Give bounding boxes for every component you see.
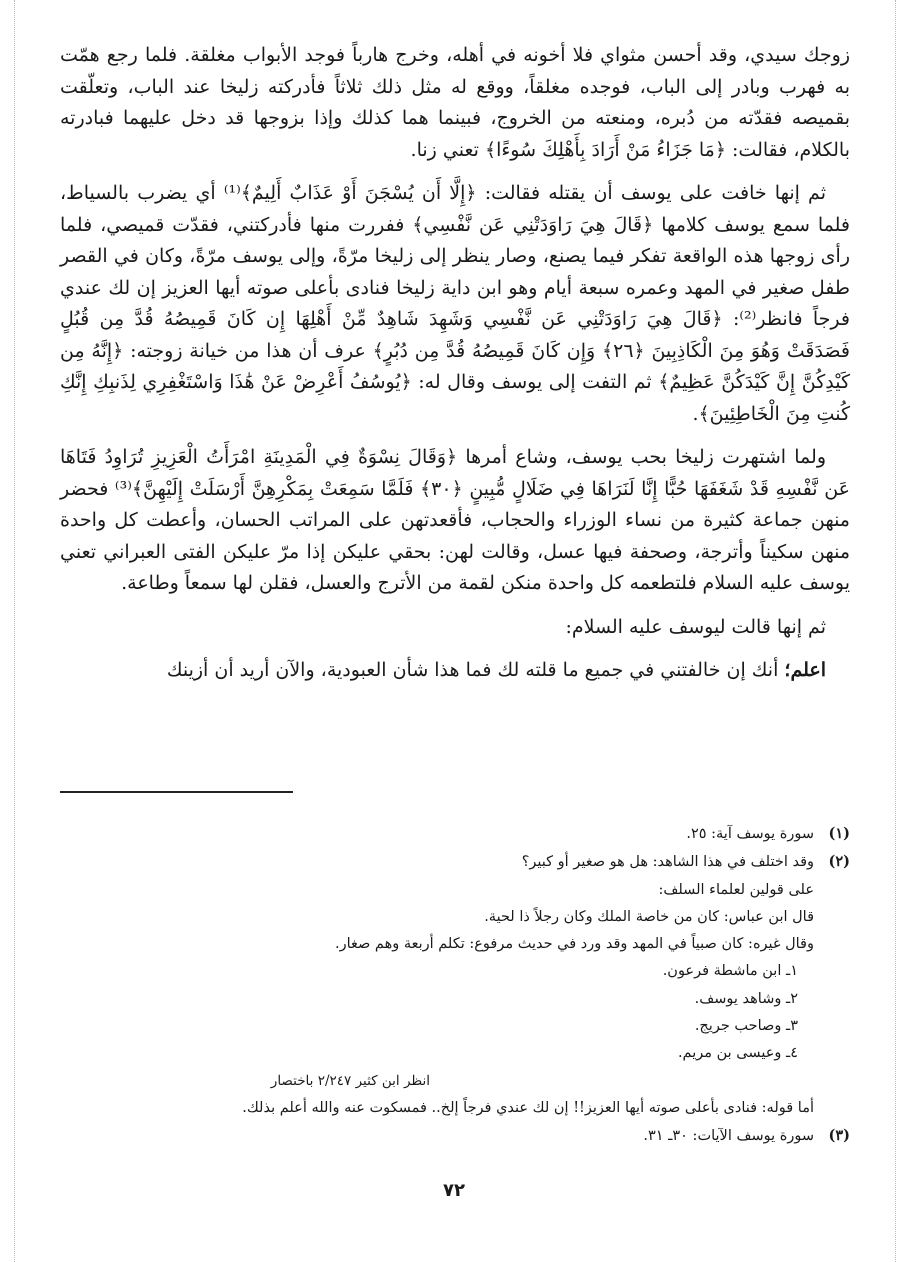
body-paragraph-1: زوجك سيدي، وقد أحسن مثواي فلا أخونه في أهله، وخرج هارباً فوجد الأبواب مغلقة. فلما رجع همّت به فهرب وبادر إلى الباب، فوجده مغلقاً، ووقع له مثل ذلك ثلاثاً فأدركته زليخا عند الباب، وتعلّقت بقميصه فقدّته من دُبره، ومنعته من الخروج، فبينما هما كذلك وإذا بزوجها قد دخل عليهما فبادرته بالكلام، فقالت: ﴿مَا جَزَاءُ مَنْ أَرَادَ بِأَهْلِكَ سُوءًا﴾ تعني زنا. — [60, 44, 850, 161]
footnote-1 — [60, 820, 850, 848]
body-paragraph-3: ولما اشتهرت زليخا بحب يوسف، وشاع أمرها ﴿وَقَالَ نِسْوَةٌ فِي الْمَدِينَةِ امْرَأَتُ الْعَزِيزِ تُرَاوِدُ فَتَاهَا عَن نَّفْسِهِ قَدْ شَغَفَهَا حُبًّا إِنَّا لَنَرَاهَا فِي ضَلَالٍ مُّبِينٍ ﴿٣٠﴾ فَلَمَّا سَمِعَتْ بِمَكْرِهِنَّ أَرْسَلَتْ إِلَيْهِنَّ﴾⁽³⁾ فحضر منهن جماعة كثيرة من نساء الوزراء والحجاب، فأقعدتهن على المراتب الحسان، وأعطت كل واحدة منهن سكيناً وأترجة، وصحفة فيها عسل، وقالت لهن: بحقي عليكن إذا مرّ عليكن الفتى العبراني تعني يوسف عليه السلام فلتطعمه كل واحدة منكن لقمة من الأترج والعسل، فقلن لها سمعاً وطاعة. — [60, 446, 851, 594]
footnote-line: قال ابن عباس: كان من خاصة الملك وكان رجلاً ذا لحية. — [484, 908, 814, 925]
footnote-note: أما قوله: فنادى بأعلى صوته أيها العزيز!! إن لك عندي فرجاً إلخ.. فمسكوت عنه والله أعلم بذلك. — [242, 1099, 814, 1116]
footnote-line: على قولين لعلماء السلف: — [658, 881, 814, 898]
page-number: ٧٢ — [443, 1180, 465, 1201]
footnote-separator — [60, 791, 293, 793]
left-edge-dots — [14, 0, 15, 1262]
footnote-number: (٣) — [828, 1127, 850, 1145]
bold-lead-word: اعلم؛ — [784, 659, 826, 681]
footnote-number: (١) — [828, 825, 850, 842]
footnote-text: سورة يوسف آية: ٢٥. — [686, 826, 814, 842]
footnote-3 — [60, 1122, 850, 1150]
footnote-list-item: ٣ـ وصاحب جريج. — [694, 1018, 798, 1035]
body-paragraph-2: ثم إنها خافت على يوسف أن يقتله فقالت: ﴿إِلَّا أَن يُسْجَنَ أَوْ عَذَابٌ أَلِيمٌ﴾⁽¹⁾ أي يضرب بالسياط، فلما سمع يوسف كلامها ﴿قَالَ هِيَ رَاوَدَتْنِي عَن نَّفْسِي﴾ ففررت منها فأدركتني، فقدّت قميصي، فلما رأى زوجها هذه الواقعة تفكر فيما يصنع، وصار ينظر إلى زليخا مرّةً، وإلى يوسف مرّةً، وكان في القصر طفل صغير في المهد وعمره سبعة أيام وهو ابن داية زليخا فنادى بأعلى صوته أيها العزيز إن لك عندي فرجاً فانظر⁽²⁾: ﴿قَالَ هِيَ رَاوَدَتْنِي عَن نَّفْسِي وَشَهِدَ شَاهِدٌ مِّنْ أَهْلِهَا إِن كَانَ قَمِيصُهُ قُدَّ مِن قُبُلٍ فَصَدَقَتْ وَهُوَ مِنَ الْكَاذِبِينَ ﴿٢٦﴾ وَإِن كَانَ قَمِيصُهُ قُدَّ مِن دُبُرٍ﴾ عرف أن هذا من خيانة زوجته: ﴿إِنَّهُ مِن كَيْدِكُنَّ إِنَّ كَيْدَكُنَّ عَظِيمٌ﴾ ثم التفت إلى يوسف وقال له: ﴿يُوسُفُ أَعْرِضْ عَنْ هَٰذَا وَاسْتَغْفِرِي لِذَنبِكِ إِنَّكِ كُنتِ مِنَ الْخَاطِئِينَ﴾. — [60, 182, 850, 425]
body-paragraph-5 — [60, 655, 850, 687]
footnote-list-item: ١ـ ابن ماشطة فرعون. — [662, 963, 798, 980]
footnote-number: (٢) — [828, 853, 850, 871]
footnote-list-item: ٢ـ وشاهد يوسف. — [694, 990, 798, 1007]
body-paragraph-4: ثم إنها قالت ليوسف عليه السلام: — [565, 615, 826, 638]
footnote-text: سورة يوسف الآيات: ٣٠ـ ٣١. — [643, 1128, 814, 1145]
footnotes — [60, 820, 850, 1151]
footnote-line: وقال غيره: كان صبياً في المهد وقد ورد في حديث مرفوع: تكلم أربعة وهم صغار. — [334, 936, 814, 953]
footnote-source: انظر ابن كثير ٢/٢٤٧ باختصار — [270, 1072, 430, 1089]
footnote-list-item: ٤ـ وعيسى بن مريم. — [677, 1045, 798, 1062]
footnote-2 — [60, 848, 850, 876]
last-line-text: أنك إن خالفتني في جميع ما قلته لك فما هذا شأن العبودية، والآن أريد أن أزينك — [166, 659, 785, 681]
footnote-text: وقد اختلف في هذا الشاهد: هل هو صغير أو كبير؟ — [521, 854, 814, 871]
right-edge-dots — [895, 0, 896, 1262]
